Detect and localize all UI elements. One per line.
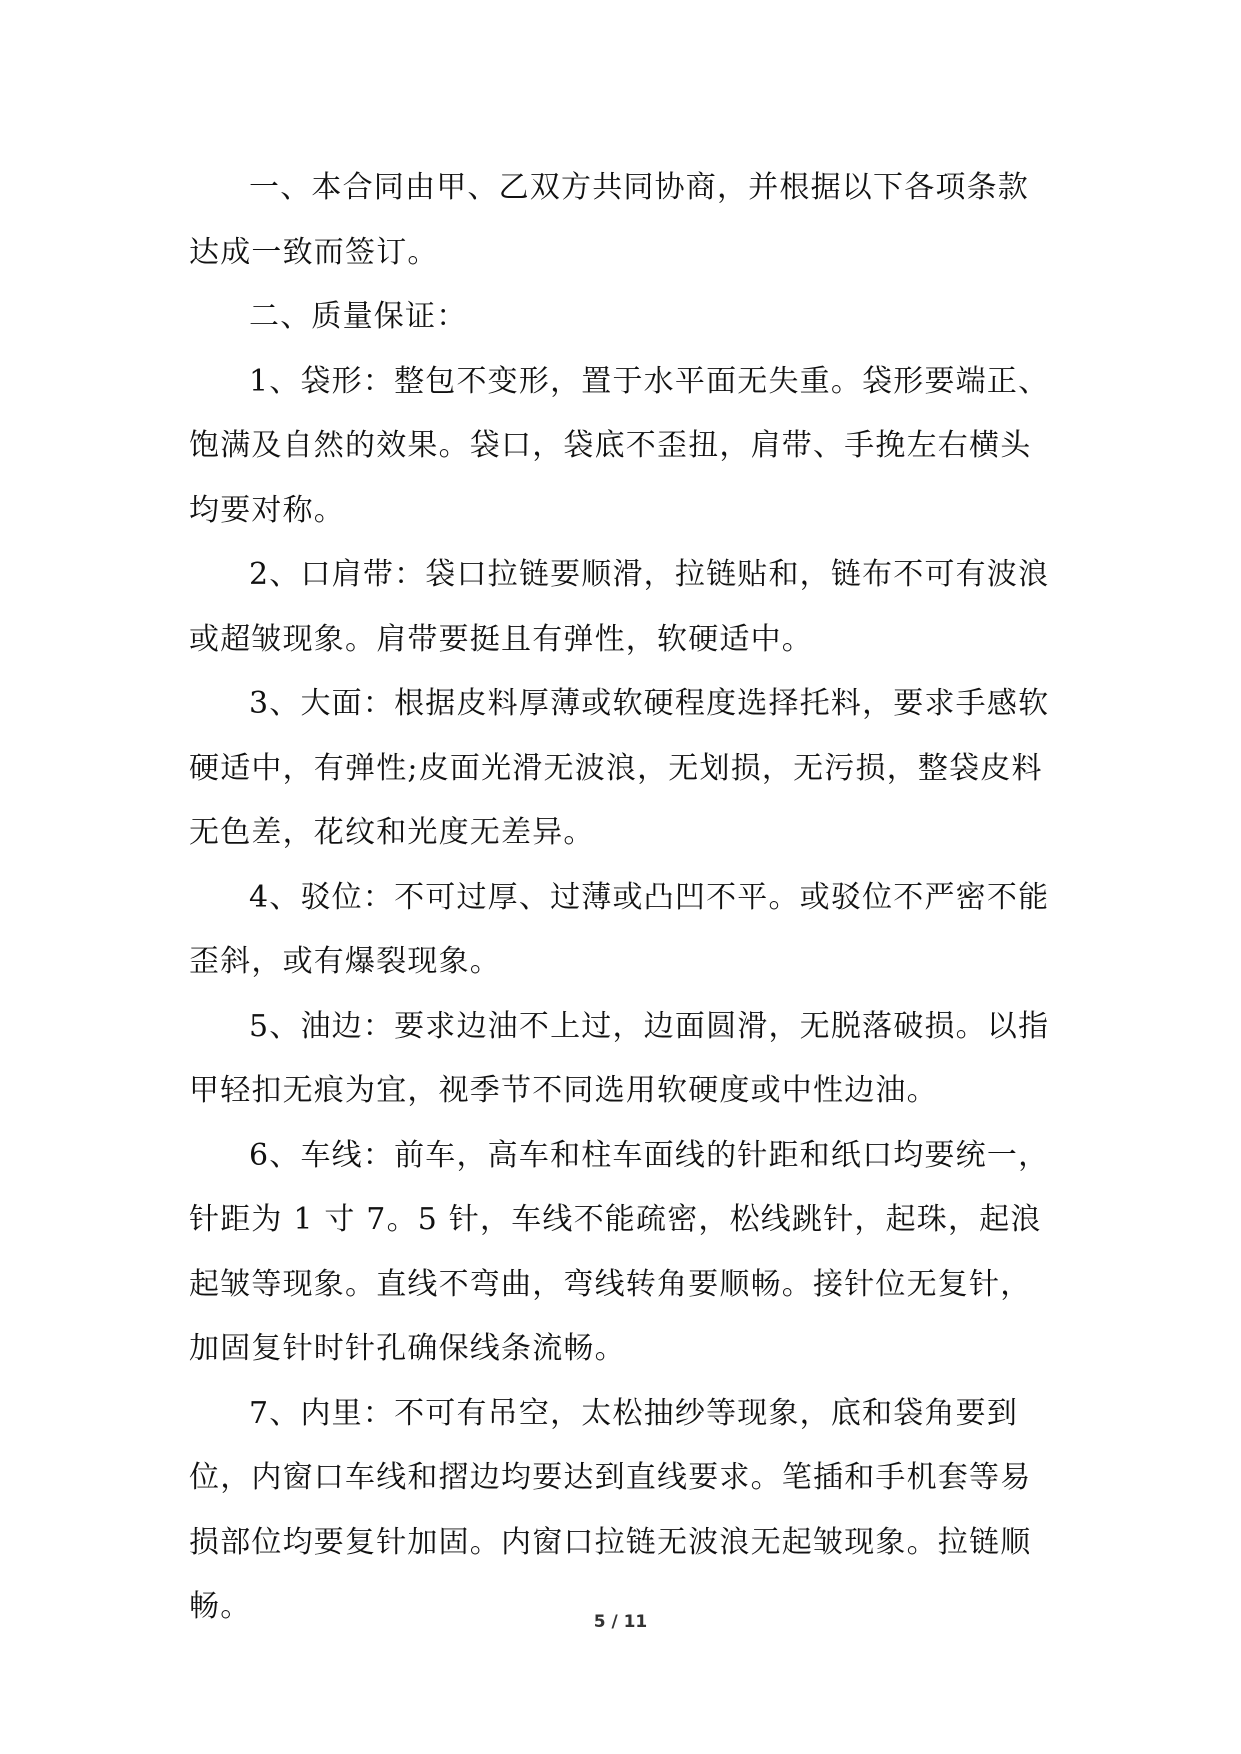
paragraph-clause-4-seams: 4、驳位：不可过厚、过薄或凸凹不平。或驳位不严密不能歪斜，或有爆裂现象。: [189, 879, 1050, 979]
paragraph-agreement-intro: 一、本合同由甲、乙双方共同协商，并根据以下各项条款达成一致而签订。: [189, 170, 1029, 270]
paragraph-clause-2-shoulder-strap: 2、口肩带：袋口拉链要顺滑，拉链贴和，链布不可有波浪或超皱现象。肩带要挺且有弹性，软硬适中。: [189, 557, 1050, 657]
paragraph-clause-1-bag-shape: 1、袋形：整包不变形，置于水平面无失重。袋形要端正、饱满及自然的效果。袋口，袋底不歪扭，肩带、手挽左右横头均要对称。: [189, 363, 1050, 528]
paragraph-clause-3-surface: 3、大面：根据皮料厚薄或软硬程度选择托料，要求手感软硬适中，有弹性;皮面光滑无波浪，无划损，无污损，整袋皮料无色差，花纹和光度无差异。: [189, 686, 1050, 850]
paragraph-clause-5-edge-oil: 5、油边：要求边油不上过，边面圆滑，无脱落破损。以指甲轻扣无痕为宜，视季节不同选用软硬度或中性边油。: [189, 1008, 1050, 1108]
page-number: 5 / 11: [593, 1612, 648, 1632]
paragraph-quality-heading: 二、质量保证：: [249, 299, 468, 334]
paragraph-clause-6-stitching: 6、车线：前车，高车和柱车面线的针距和纸口均要统一，针距为 1 寸 7。5 针，车线不能疏密，松线跳针，起珠，起浪起皱等现象。直线不弯曲，弯线转角要顺畅。接针位无复针，加固复针时针孔确保线条流畅。: [189, 1137, 1050, 1366]
document-body: [189, 156, 1059, 1640]
paragraph-clause-7-lining: 7、内里：不可有吊空，太松抽纱等现象，底和袋角要到位，内窗口车线和摺边均要达到直线要求。笔插和手机套等易损部位均要复针加固。内窗口拉链无波浪无起皱现象。拉链顺畅。: [189, 1395, 1032, 1624]
